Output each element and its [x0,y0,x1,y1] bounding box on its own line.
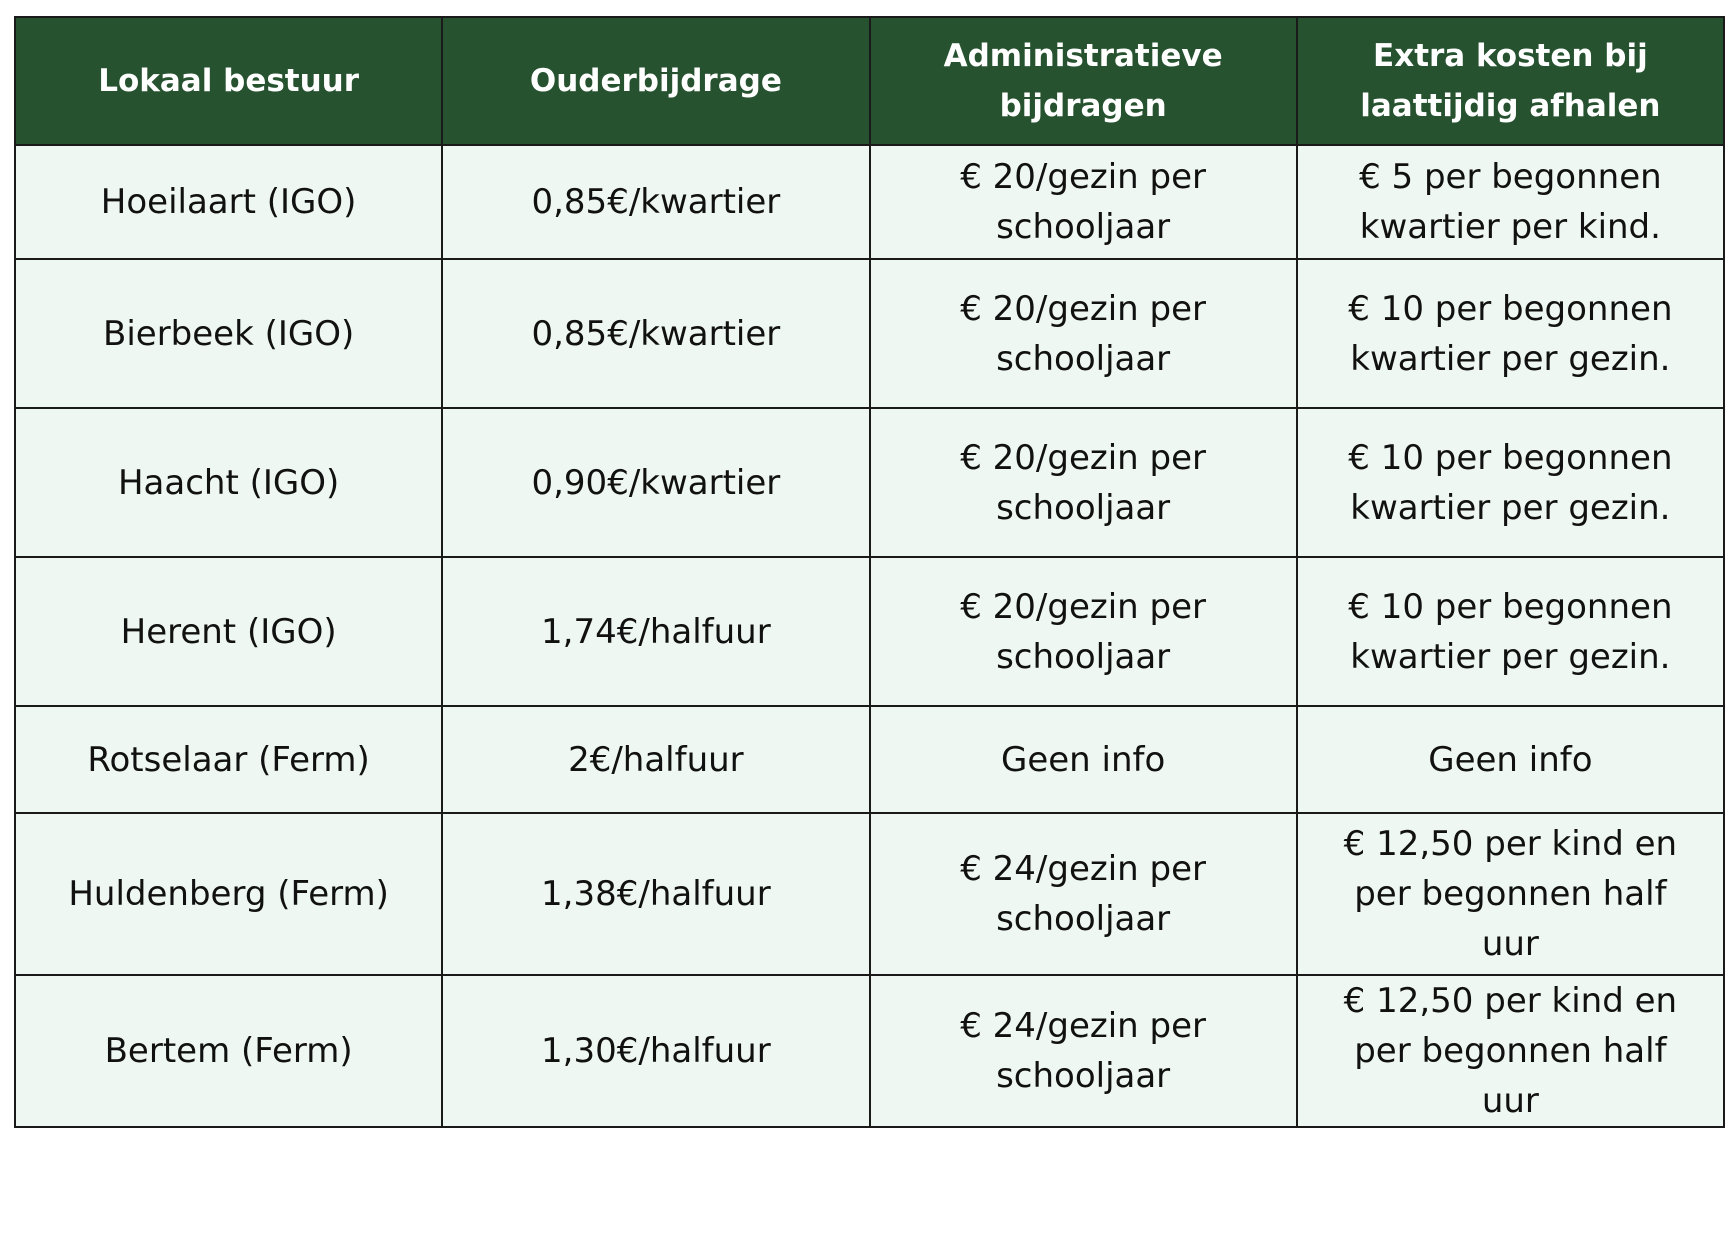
cell-extra-kosten: € 12,50 per kind en per begonnen half uur [1297,975,1724,1127]
cell-extra-kosten: € 10 per begonnen kwartier per gezin. [1297,408,1724,557]
cell-extra-kosten: € 10 per begonnen kwartier per gezin. [1297,557,1724,706]
cell-ouderbijdrage: 0,85€/kwartier [442,259,869,408]
cell-extra-kosten: € 10 per begonnen kwartier per gezin. [1297,259,1724,408]
cell-extra-kosten: € 5 per begonnen kwartier per kind. [1297,145,1724,259]
cell-administratieve-bijdragen: Geen info [870,706,1297,813]
cell-lokaal-bestuur: Bertem (Ferm) [15,975,442,1127]
cell-administratieve-bijdragen: € 20/gezin per schooljaar [870,557,1297,706]
header-row [15,17,1724,145]
cell-extra-kosten: € 12,50 per kind en per begonnen half uur [1297,813,1724,975]
cell-lokaal-bestuur: Rotselaar (Ferm) [15,706,442,813]
header-extra-kosten: Extra kosten bij laattijdig afhalen [1297,17,1724,145]
cell-ouderbijdrage: 0,85€/kwartier [442,145,869,259]
table-row [15,557,1724,706]
cell-administratieve-bijdragen: € 24/gezin per schooljaar [870,975,1297,1127]
table-row [15,259,1724,408]
cell-administratieve-bijdragen: € 20/gezin per schooljaar [870,408,1297,557]
cell-ouderbijdrage: 2€/halfuur [442,706,869,813]
table-row [15,408,1724,557]
cell-extra-kosten: Geen info [1297,706,1724,813]
table-row [15,706,1724,813]
cell-administratieve-bijdragen: € 20/gezin per schooljaar [870,145,1297,259]
cell-ouderbijdrage: 0,90€/kwartier [442,408,869,557]
cell-lokaal-bestuur: Bierbeek (IGO) [15,259,442,408]
cell-ouderbijdrage: 1,38€/halfuur [442,813,869,975]
table-row [15,975,1724,1127]
table-row [15,813,1724,975]
table-row [15,145,1724,259]
header-lokaal-bestuur: Lokaal bestuur [15,17,442,145]
cell-administratieve-bijdragen: € 24/gezin per schooljaar [870,813,1297,975]
cell-ouderbijdrage: 1,74€/halfuur [442,557,869,706]
header-administratieve-bijdragen: Administratieve bijdragen [870,17,1297,145]
cell-lokaal-bestuur: Hoeilaart (IGO) [15,145,442,259]
cell-ouderbijdrage: 1,30€/halfuur [442,975,869,1127]
cell-lokaal-bestuur: Herent (IGO) [15,557,442,706]
cell-lokaal-bestuur: Huldenberg (Ferm) [15,813,442,975]
cost-table [14,16,1725,1128]
header-ouderbijdrage: Ouderbijdrage [442,17,869,145]
cell-lokaal-bestuur: Haacht (IGO) [15,408,442,557]
cell-administratieve-bijdragen: € 20/gezin per schooljaar [870,259,1297,408]
